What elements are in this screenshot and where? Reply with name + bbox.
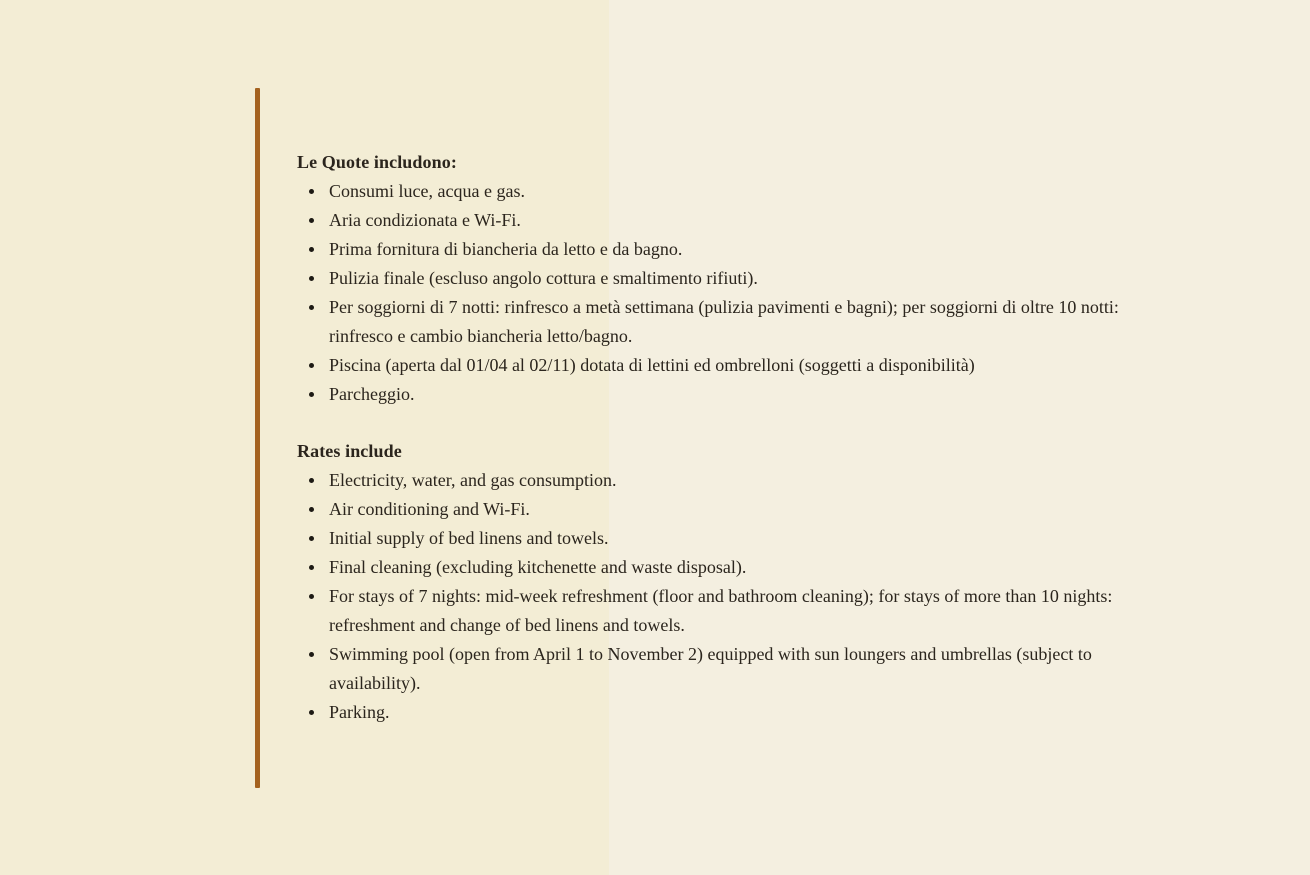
list-item: Consumi luce, acqua e gas. bbox=[329, 177, 1187, 206]
accent-vertical-line bbox=[255, 88, 260, 788]
list-item: Initial supply of bed linens and towels. bbox=[329, 524, 1187, 553]
list-item: Parking. bbox=[329, 698, 1187, 727]
section-heading: Rates include bbox=[297, 441, 402, 461]
section-rates-include bbox=[297, 437, 1187, 727]
list-item: Per soggiorni di 7 notti: rinfresco a metà settimana (pulizia pavimenti e bagni); per soggiorni di oltre 10 notti: rinfresco e cambio biancheria letto/bagno. bbox=[329, 293, 1187, 351]
list-item: For stays of 7 nights: mid-week refreshment (floor and bathroom cleaning); for stays of more than 10 nights: refreshment and change of bed linens and towels. bbox=[329, 582, 1187, 640]
list-item: Aria condizionata e Wi-Fi. bbox=[329, 206, 1187, 235]
section-heading: Le Quote includono: bbox=[297, 152, 457, 172]
list-item: Air conditioning and Wi-Fi. bbox=[329, 495, 1187, 524]
list-item: Final cleaning (excluding kitchenette and waste disposal). bbox=[329, 553, 1187, 582]
list-item: Prima fornitura di biancheria da letto e da bagno. bbox=[329, 235, 1187, 264]
list-item: Piscina (aperta dal 01/04 al 02/11) dotata di lettini ed ombrelloni (soggetti a disponibilità) bbox=[329, 351, 1187, 380]
section-quote-includono bbox=[297, 148, 1187, 409]
bullet-list bbox=[297, 177, 1187, 409]
list-item: Parcheggio. bbox=[329, 380, 1187, 409]
list-item: Electricity, water, and gas consumption. bbox=[329, 466, 1187, 495]
list-item: Pulizia finale (escluso angolo cottura e smaltimento rifiuti). bbox=[329, 264, 1187, 293]
list-item: Swimming pool (open from April 1 to November 2) equipped with sun loungers and umbrellas (subject to availability). bbox=[329, 640, 1187, 698]
content-area bbox=[297, 148, 1187, 727]
bullet-list bbox=[297, 466, 1187, 727]
